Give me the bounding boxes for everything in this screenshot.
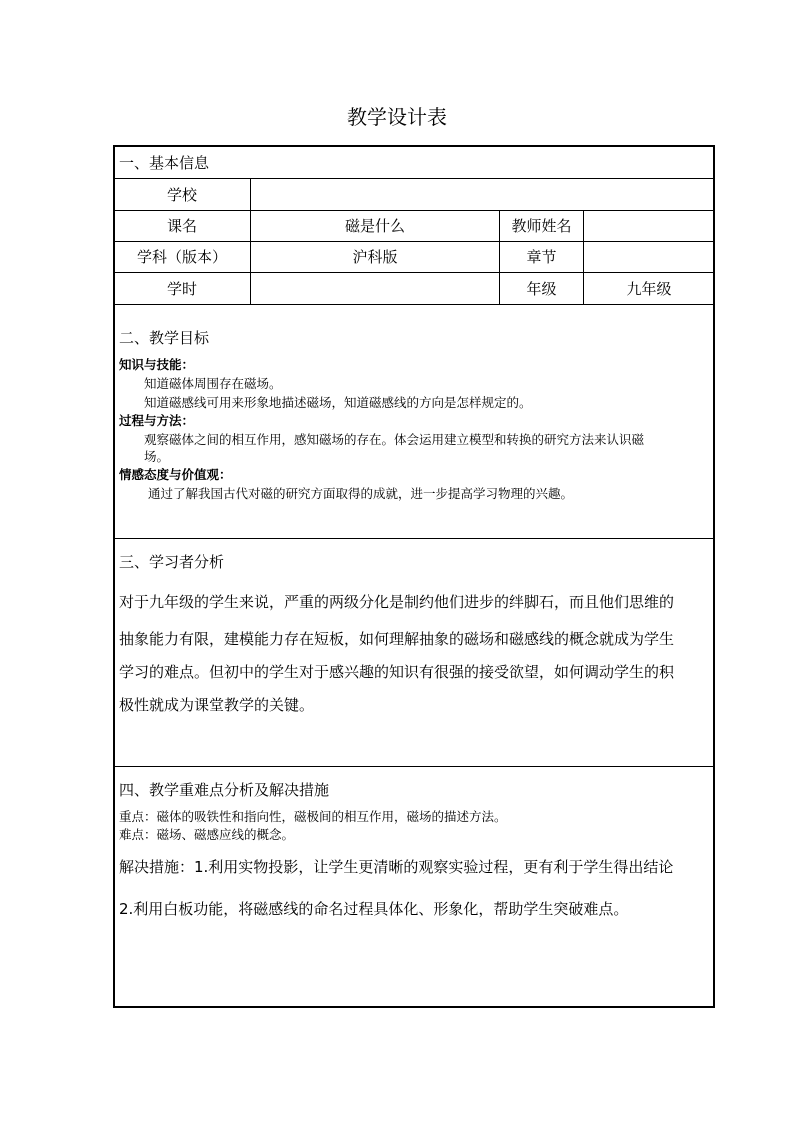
label-course-name: 课名 — [166, 217, 197, 235]
knowledge-item: 知道磁体周围存在磁场。 — [144, 376, 282, 391]
value-subject-edition: 沪科版 — [352, 248, 398, 266]
value-grade: 九年级 — [626, 279, 672, 298]
section-heading-difficulties: 四、教学重难点分析及解决措施 — [119, 781, 330, 799]
section-heading-basic-info: 一、基本信息 — [119, 154, 210, 172]
value-teacher-name — [584, 211, 714, 241]
learner-analysis-line: 极性就成为课堂教学的关键。 — [119, 696, 315, 714]
process-heading: 过程与方法： — [119, 413, 195, 428]
value-course-name: 磁是什么 — [344, 217, 405, 235]
label-grade: 年级 — [526, 279, 557, 298]
label-subject-edition: 学科（版本） — [136, 248, 227, 266]
document-title: 教学设计表 — [347, 105, 447, 129]
label-class-hours: 学时 — [166, 279, 197, 298]
divider — [114, 766, 714, 767]
process-text-line: 观察磁体之间的相互作用，感知磁场的存在。体会运用建立模型和转换的研究方法来认识磁 — [144, 432, 645, 447]
solution-measure-1: 解决措施：1.利用实物投影，让学生更清晰的观察实验过程，更有利于学生得出结论 — [119, 858, 674, 876]
value-chapter — [584, 242, 714, 272]
key-point-text: 重点：磁体的吸铁性和指向性，磁极间的相互作用，磁场的描述方法。 — [119, 809, 507, 824]
label-chapter: 章节 — [526, 248, 557, 266]
learner-analysis-line: 学习的难点。但初中的学生对于感兴趣的知识有很强的接受欲望，如何调动学生的积 — [119, 663, 675, 681]
hard-point-text: 难点：磁场、磁感应线的概念。 — [119, 827, 295, 842]
section-heading-learner-analysis: 三、学习者分析 — [119, 553, 225, 571]
learner-analysis-line: 抽象能力有限，建模能力存在短板，如何理解抽象的磁场和磁感线的概念就成为学生 — [119, 630, 675, 648]
label-school: 学校 — [166, 185, 197, 204]
section-heading-objectives: 二、教学目标 — [119, 329, 210, 347]
process-text-line: 场。 — [144, 449, 170, 464]
divider — [114, 538, 714, 539]
value-school — [251, 179, 714, 210]
label-teacher-name: 教师姓名 — [511, 217, 572, 235]
learner-analysis-line: 对于九年级的学生来说，严重的两级分化是制约他们进步的绊脚石，而且他们思维的 — [119, 593, 675, 611]
knowledge-heading: 知识与技能： — [119, 357, 195, 372]
emotion-heading: 情感态度与价值观： — [119, 467, 232, 482]
divider — [114, 304, 714, 305]
emotion-text: 通过了解我国古代对磁的研究方面取得的成就，进一步提高学习物理的兴趣。 — [148, 486, 574, 501]
value-class-hours — [251, 273, 499, 304]
knowledge-item: 知道磁感线可用来形象地描述磁场，知道磁感线的方向是怎样规定的。 — [144, 395, 532, 410]
solution-measure-2: 2.利用白板功能，将磁感线的命名过程具体化、形象化，帮助学生突破难点。 — [119, 900, 629, 918]
